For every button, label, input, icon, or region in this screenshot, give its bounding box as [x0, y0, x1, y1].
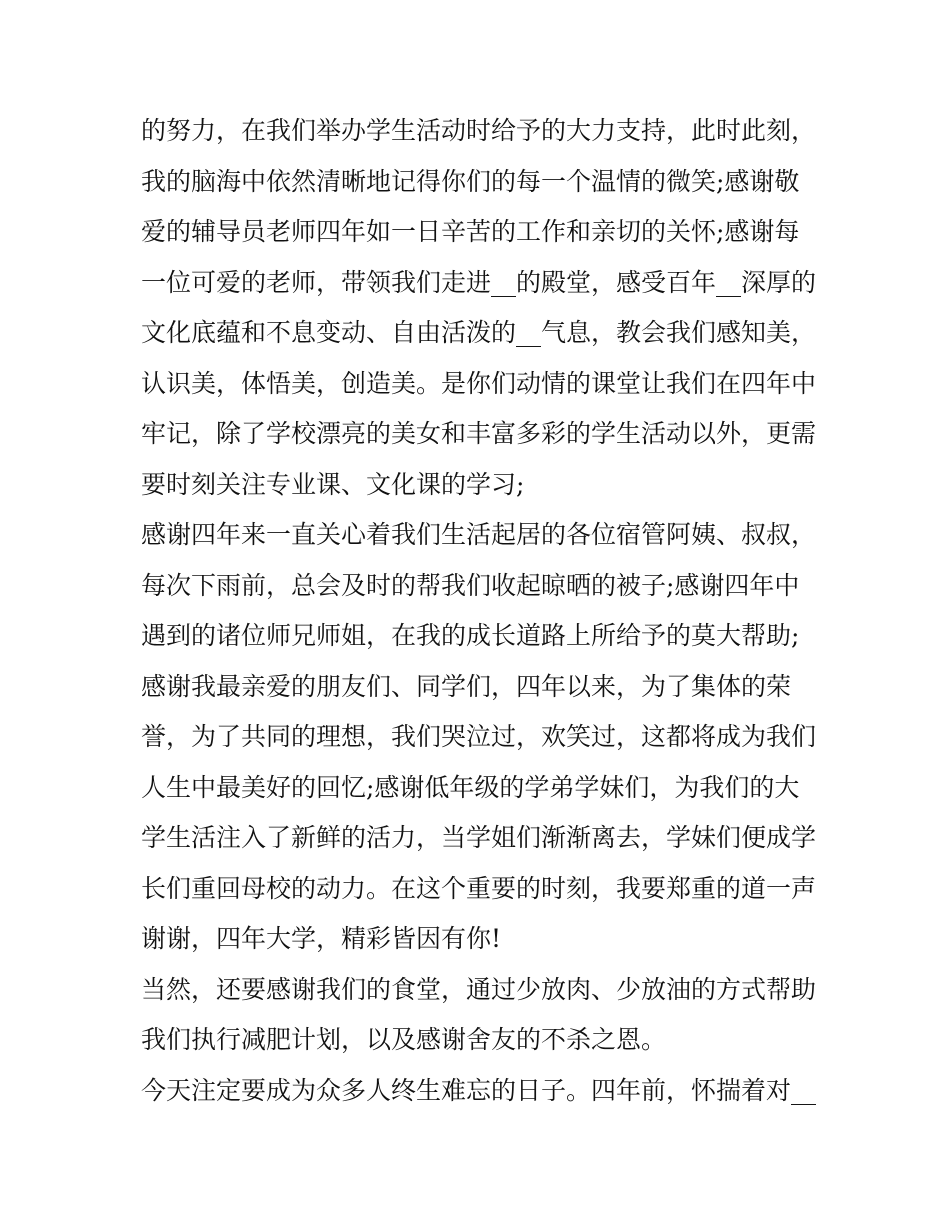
- text-line: 的努力，在我们举办学生活动时给予的大力支持，此时此刻，: [141, 116, 817, 145]
- text-line: 学生活注入了新鲜的活力，当学姐们渐渐离去，学妹们便成学: [141, 823, 817, 852]
- text-line: 人生中最美好的回忆;感谢低年级的学弟学妹们，为我们的大: [141, 772, 800, 802]
- text-line: 爱的辅导员老师四年如一日辛苦的工作和亲切的关怀;感谢每: [141, 217, 800, 246]
- text-line: 我们执行减肥计划，以及感谢舍友的不杀之恩。: [141, 1025, 667, 1054]
- text-line: 长们重回母校的动力。在这个重要的时刻，我要郑重的道一声: [141, 873, 817, 903]
- text-line: 当然，还要感谢我们的食堂，通过少放肉、少放油的方式帮助: [141, 974, 817, 1004]
- text-line: 遇到的诸位师兄师姐，在我的成长道路上所给予的莫大帮助;: [141, 621, 800, 650]
- text-line: 牢记，除了学校漂亮的美女和丰富多彩的学生活动以外，更需: [141, 419, 817, 448]
- body-text: [141, 106, 821, 1116]
- text-line: 要时刻关注专业课、文化课的学习;: [141, 469, 525, 499]
- text-line: 认识美，体悟美，创造美。是你们动情的课堂让我们在四年中: [141, 368, 817, 398]
- text-line: 文化底蕴和不息变动、自由活泼的__气息，教会我们感知美，: [141, 318, 817, 347]
- text-line: 今天注定要成为众多人终生难忘的日子。四年前，怀揣着对__: [141, 1075, 817, 1105]
- text-line: 感谢四年来一直关心着我们生活起居的各位宿管阿姨、叔叔，: [141, 520, 817, 549]
- text-line: 一位可爱的老师，带领我们走进__的殿堂，感受百年__深厚的: [141, 267, 817, 297]
- text-line: 谢谢，四年大学，精彩皆因有你!: [141, 924, 502, 953]
- text-line: 感谢我最亲爱的朋友们、同学们，四年以来，为了集体的荣: [141, 671, 792, 701]
- text-line: 誉，为了共同的理想，我们哭泣过，欢笑过，这都将成为我们: [141, 722, 817, 751]
- text-line: 我的脑海中依然清晰地记得你们的每一个温情的微笑;感谢敬: [141, 166, 800, 196]
- text-line: 每次下雨前，总会及时的帮我们收起晾晒的被子;感谢四年中: [141, 570, 800, 600]
